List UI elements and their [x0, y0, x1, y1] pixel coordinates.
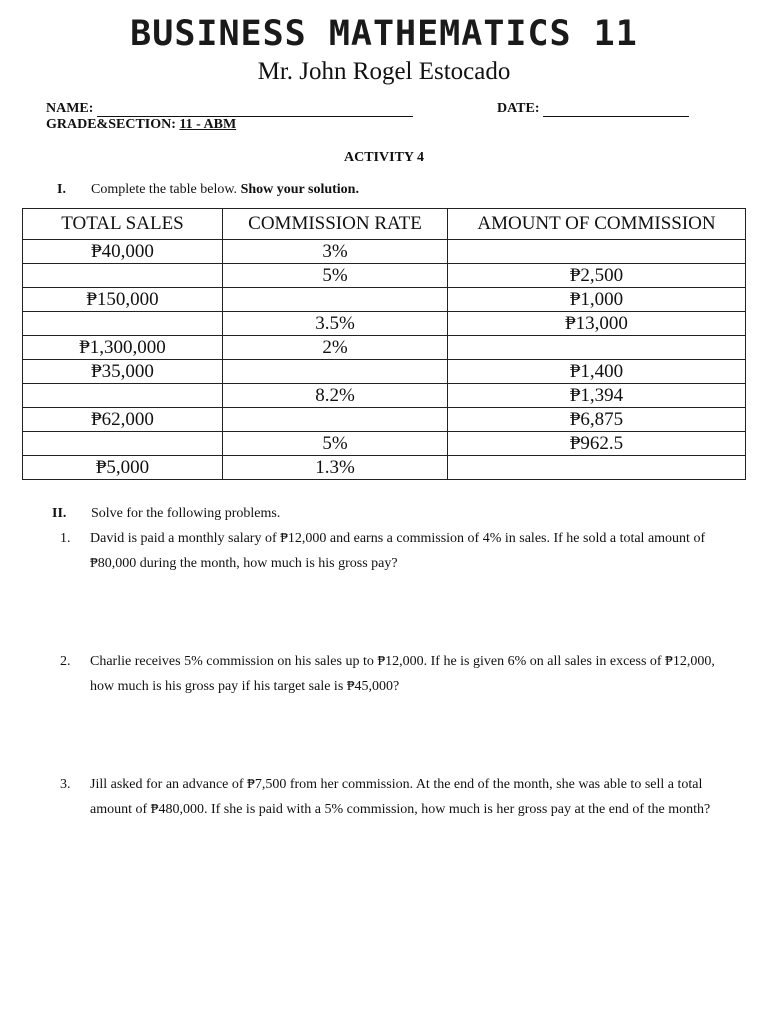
total-sales-cell: ₱150,000: [23, 288, 223, 312]
problem-text: Charlie receives 5% commission on his sales up to ₱12,000. If he is given 6% on all sales in excess of ₱12,000, how much is his gross pay if his target sale is ₱45,000?: [90, 654, 715, 694]
table-row: [23, 456, 746, 480]
commission-rate-cell: 2%: [223, 336, 448, 360]
total-sales-cell: ₱40,000: [23, 240, 223, 264]
table-row: [23, 336, 746, 360]
table-row: [23, 264, 746, 288]
part2-instruction: Solve for the following problems.: [91, 506, 281, 521]
amount-of-commission-cell: ₱13,000: [448, 312, 746, 336]
problem-3: [60, 772, 720, 852]
page-title: BUSINESS MATHEMATICS 11: [130, 14, 638, 54]
commission-rate-cell: 3.5%: [223, 312, 448, 336]
column-header-amount-of-commission: AMOUNT OF COMMISSION: [448, 209, 746, 240]
name-line: [46, 101, 413, 117]
commission-rate-cell: [223, 288, 448, 312]
date-label: DATE:: [497, 101, 540, 116]
commission-rate-cell: 1.3%: [223, 456, 448, 480]
amount-of-commission-cell: [448, 336, 746, 360]
commission-rate-cell: [223, 360, 448, 384]
part1-instruction-bold: Show your solution.: [240, 182, 359, 197]
commission-table: [22, 208, 746, 480]
grade-label: GRADE&SECTION:: [46, 117, 176, 132]
part1-instruction-text: Complete the table below.: [91, 182, 238, 197]
amount-of-commission-cell: ₱1,394: [448, 384, 746, 408]
amount-of-commission-cell: [448, 456, 746, 480]
part1-instruction: [91, 182, 359, 198]
total-sales-cell: ₱35,000: [23, 360, 223, 384]
column-header-total-sales: TOTAL SALES: [23, 209, 223, 240]
activity-title: ACTIVITY 4: [344, 150, 424, 165]
date-blank: [543, 116, 689, 117]
amount-of-commission-cell: ₱2,500: [448, 264, 746, 288]
table-header-row: [23, 209, 746, 240]
problem-number: 3.: [60, 777, 71, 792]
total-sales-cell: ₱5,000: [23, 456, 223, 480]
grade-value: 11 - ABM: [179, 117, 237, 132]
amount-of-commission-cell: ₱1,000: [448, 288, 746, 312]
commission-rate-cell: 3%: [223, 240, 448, 264]
total-sales-cell: ₱62,000: [23, 408, 223, 432]
amount-of-commission-cell: ₱1,400: [448, 360, 746, 384]
table-row: [23, 312, 746, 336]
amount-of-commission-cell: ₱962.5: [448, 432, 746, 456]
column-header-commission-rate: COMMISSION RATE: [223, 209, 448, 240]
total-sales-cell: [23, 432, 223, 456]
teacher-name: Mr. John Rogel Estocado: [257, 58, 511, 85]
total-sales-cell: [23, 312, 223, 336]
commission-rate-cell: 5%: [223, 264, 448, 288]
commission-rate-cell: 5%: [223, 432, 448, 456]
total-sales-cell: ₱1,300,000: [23, 336, 223, 360]
problem-number: 1.: [60, 531, 71, 546]
date-line: [497, 101, 689, 117]
part2-number: II.: [52, 506, 67, 521]
part1-heading: [57, 182, 737, 202]
table-row: [23, 408, 746, 432]
commission-rate-cell: 8.2%: [223, 384, 448, 408]
amount-of-commission-cell: ₱6,875: [448, 408, 746, 432]
grade-section-line: [46, 117, 236, 133]
problem-text: David is paid a monthly salary of ₱12,000 and earns a commission of 4% in sales. If he sold a total amount of ₱80,000 during the month, how much is his gross pay?: [90, 531, 706, 571]
table-row: [23, 240, 746, 264]
amount-of-commission-cell: [448, 240, 746, 264]
problem-number: 2.: [60, 654, 71, 669]
part1-number: I.: [57, 182, 66, 197]
name-label: NAME:: [46, 101, 94, 116]
problem-2: [60, 649, 720, 709]
table-row: [23, 432, 746, 456]
problem-text: Jill asked for an advance of ₱7,500 from her commission. At the end of the month, she was able to sell a total amount of ₱480,000. If she is paid with a 5% commission, how much is her gross pay at the end of the month?: [90, 777, 711, 817]
table-row: [23, 384, 746, 408]
commission-rate-cell: [223, 408, 448, 432]
table-row: [23, 360, 746, 384]
total-sales-cell: [23, 384, 223, 408]
part2-heading: [52, 506, 732, 526]
total-sales-cell: [23, 264, 223, 288]
table-row: [23, 288, 746, 312]
problem-1: [60, 526, 720, 586]
